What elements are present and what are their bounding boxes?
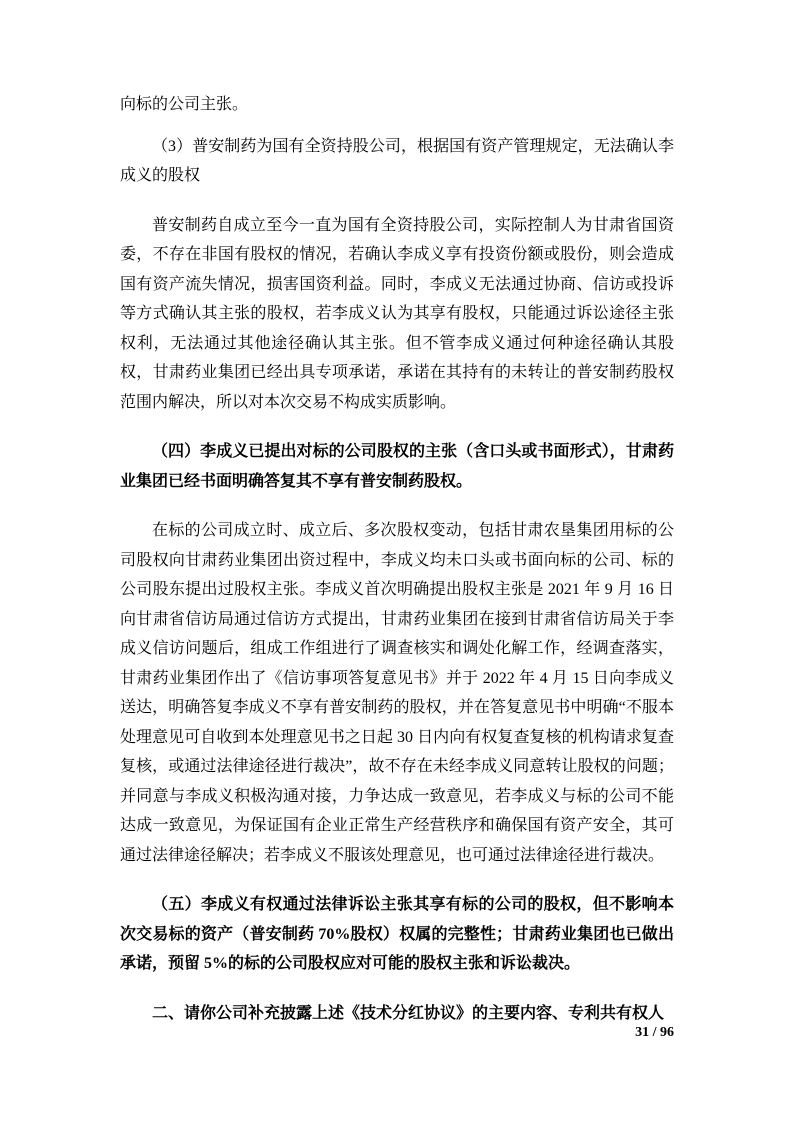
paragraph-continuation: 向标的公司主张。 xyxy=(120,96,249,113)
subheading-item-3: （3）普安制药为国有全资持股公司，根据国有资产管理规定，无法确认李成义的股权 xyxy=(120,137,674,184)
body-paragraph: 普安制药自成立至今一直为国有全资持股公司，实际控制人为甘肃省国资委，不存在非国有股权的情况，若确认李成义享有投资份额或股份，则会造成国有资产流失情况，损害国资利益。同时，李成义无法通过协商、信访或投诉等方式确认其主张的股权，若李成义认为其享有股权，只能通过诉讼途径主张权利，无法通过其他途径确认其主张。但不管李成义通过何种途径确认其股权，甘肃药业集团已经出具专项承诺，承诺在其持有的未转让的普安制药股权范围内解决，所以对本次交易不构成实质影响。 xyxy=(120,216,674,411)
body-paragraph: 在标的公司成立时、成立后、多次股权变动，包括甘肃农垦集团用标的公司股权向甘肃药业集团出资过程中，李成义均未口头或书面向标的公司、标的公司股东提出过股权主张。李成义首次明确提出股权主张是 2021 年 9 月 16 日向甘肃省信访局通过信访方式提出，甘肃药业集团在接到甘肃省信访局关于李成义信访问题后，组成工作组进行了调查核实和调处化解工作，经调查落实，甘肃药业集团作出了《信访事项答复意见书》并于 2022 年 4 月 15 日向李成义送达，明确答复李成义不享有普安制药的股权，并在答复意见书中明确“不服本处理意见可自收到本处理意见书之日起 30 日内向有权复查复核的机构请求复查复核，或通过法律途径进行裁决”，故不存在未经李成义同意转让股权的问题；并同意与李成义积极沟通对接，力争达成一致意见，若李成义与标的公司不能达成一致意见，为保证国有企业正常生产经营秩序和确保国有资产安全，其可通过法律途径解决；若李成义不服该处理意见，也可通过法律途径进行裁决。 xyxy=(120,522,674,864)
page-number: 31 / 96 xyxy=(635,1025,674,1040)
heading-section-2-major: 二、请你公司补充披露上述《技术分红协议》的主要内容、专利共有权人 xyxy=(152,1004,665,1022)
heading-section-4: （四）李成义已提出对标的公司股权的主张（含口头或书面形式），甘肃药业集团已经书面明确答复其不享有普安制药股权。 xyxy=(120,443,674,490)
heading-section-5: （五）李成义有权通过法律诉讼主张其享有标的公司的股权，但不影响本次交易标的资产（普安制药 70%股权）权属的完整性；甘肃药业集团也已做出承诺，预留 5%的标的公司股权应对可能的股权主张和诉讼裁决。 xyxy=(120,896,674,972)
